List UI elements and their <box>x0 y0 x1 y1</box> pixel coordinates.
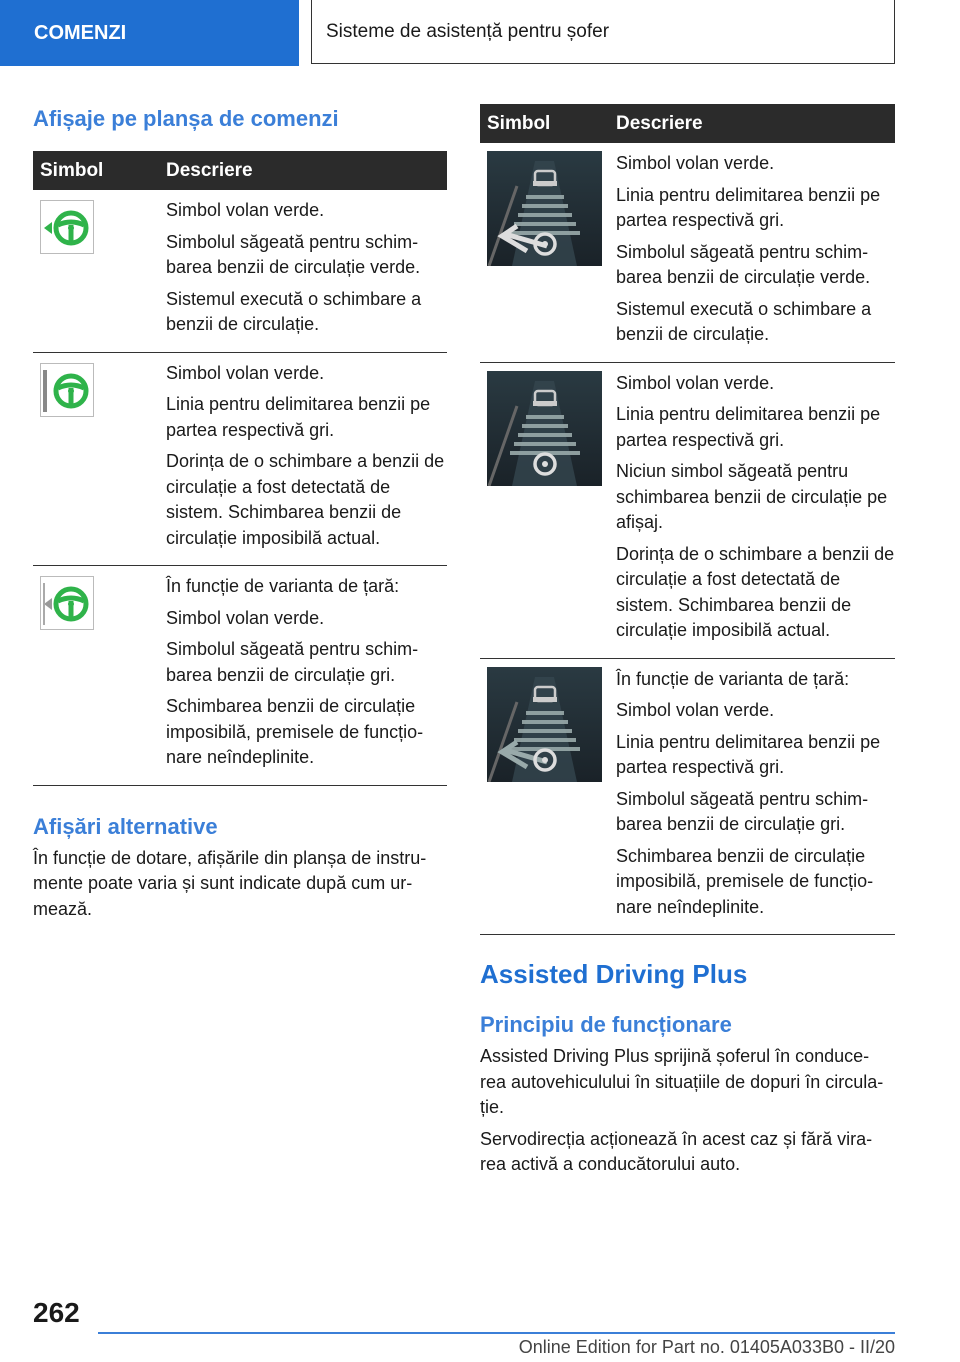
section-title: Assisted Driving Plus <box>480 959 748 989</box>
section-label: COMENZI <box>34 21 127 44</box>
table-row <box>33 352 447 566</box>
description-line: Sistemul execută o schimbare a benzii de circulație. <box>166 288 422 334</box>
left-column <box>33 96 447 922</box>
description-line: Simbol volan verde. <box>616 153 775 173</box>
chapter-title: Sisteme de asistență pentru șofer <box>326 20 610 42</box>
description-cell <box>159 352 447 566</box>
description-line: Simbol volan verde. <box>616 372 775 393</box>
description-line: În funcție de varianta de țară: <box>616 668 850 689</box>
table-row <box>33 190 447 352</box>
column-header-symbol: Simbol <box>480 104 609 143</box>
column-header-symbol: Simbol <box>33 151 159 190</box>
alt-paragraph: În funcție de dotare, afișările din planșa de instru-mente poate varia și sunt indicate după cum ur-mează. <box>33 847 427 919</box>
symbol-table-left <box>33 151 447 786</box>
steering-wheel-left-arrow-icon <box>40 200 94 254</box>
section-heading: Afișaje pe planșa de comenzi <box>33 106 339 131</box>
symbol-cell <box>480 143 609 362</box>
footer-divider <box>98 1332 895 1334</box>
description-line: Dorința de o schimbare a benzii de circulație a fost detectată de sistem. Schimbarea benzii de circulație imposibilă actual. <box>616 543 895 640</box>
symbol-cell <box>480 362 609 658</box>
description-line: Simbol volan verde. <box>616 700 775 720</box>
symbol-cell <box>33 352 159 566</box>
description-line: Schimbarea benzii de circulație imposibilă, premisele de funcțio-nare neîndeplinite. <box>166 696 424 767</box>
steering-wheel-gray-arrow-icon <box>40 576 94 630</box>
description-cell <box>609 362 895 658</box>
description-line: În funcție de varianta de țară: <box>166 576 400 596</box>
description-cell <box>159 190 447 352</box>
description-line: Simbol volan verde. <box>166 200 325 220</box>
symbol-cell <box>480 658 609 935</box>
page-number: 262 <box>33 1297 80 1328</box>
lane-change-display-green-arrow-icon <box>487 151 609 266</box>
description-line: Simbol volan verde. <box>166 362 325 383</box>
description-cell <box>609 143 895 362</box>
alt-heading: Afișări alternative <box>33 813 218 839</box>
description-line: Niciun simbol săgeată pentru schimbarea benzii de circulație pe afișaj. <box>616 461 888 532</box>
description-line: Simbolul săgeată pentru schim-barea benzii de circulație verde. <box>166 231 421 277</box>
description-line: Dorința de o schimbare a benzii de circulație a fost detectată de sistem. Schimbarea benzii de circulație imposibilă actual. <box>166 451 445 548</box>
symbol-cell <box>33 190 159 352</box>
description-line: Simbolul săgeată pentru schim-barea benzii de circulație verde. <box>616 241 871 287</box>
steering-wheel-gray-line-icon <box>40 363 94 417</box>
section-tab[interactable] <box>0 0 299 66</box>
lane-change-display-gray-arrow-icon <box>487 667 609 782</box>
description-line: Linia pentru delimitarea benzii pe partea respectivă gri. <box>616 404 881 450</box>
table-row <box>480 658 895 935</box>
paragraph: Assisted Driving Plus sprijină șoferul în conduce-rea autovehiculului în situațiile de dopuri în circula-ție. <box>480 1046 884 1117</box>
description-line: Simbolul săgeată pentru schim-barea benzii de circulație gri. <box>166 639 419 685</box>
description-line: Simbolul săgeată pentru schim-barea benzii de circulație gri. <box>616 788 869 834</box>
subheading: Principiu de funcționare <box>480 1012 732 1037</box>
column-header-description: Descriere <box>159 151 447 190</box>
symbol-cell <box>33 566 159 786</box>
description-cell <box>159 566 447 786</box>
lane-change-display-no-arrow-icon <box>487 371 609 486</box>
description-line: Sistemul execută o schimbare a benzii de circulație. <box>616 298 872 344</box>
table-row <box>480 143 895 362</box>
description-line: Linia pentru delimitarea benzii pe partea respectivă gri. <box>616 731 881 777</box>
right-column <box>480 104 895 1178</box>
table-row <box>33 566 447 786</box>
symbol-table-right <box>480 104 895 935</box>
edition-note: Online Edition for Part no. 01405A033B0 - II/20 <box>518 1337 895 1357</box>
description-line: Linia pentru delimitarea benzii pe partea respectivă gri. <box>166 394 431 440</box>
description-line: Simbol volan verde. <box>166 607 325 628</box>
chapter-header <box>311 0 895 64</box>
description-line: Schimbarea benzii de circulație imposibilă, premisele de funcțio-nare neîndeplinite. <box>616 845 874 917</box>
description-cell <box>609 658 895 935</box>
paragraph: Servodirecția acționează în acest caz și fără vira-rea activă a conducătorului auto. <box>480 1128 873 1174</box>
description-line: Linia pentru delimitarea benzii pe partea respectivă gri. <box>616 184 881 230</box>
column-header-description: Descriere <box>609 104 895 143</box>
table-row <box>480 362 895 658</box>
